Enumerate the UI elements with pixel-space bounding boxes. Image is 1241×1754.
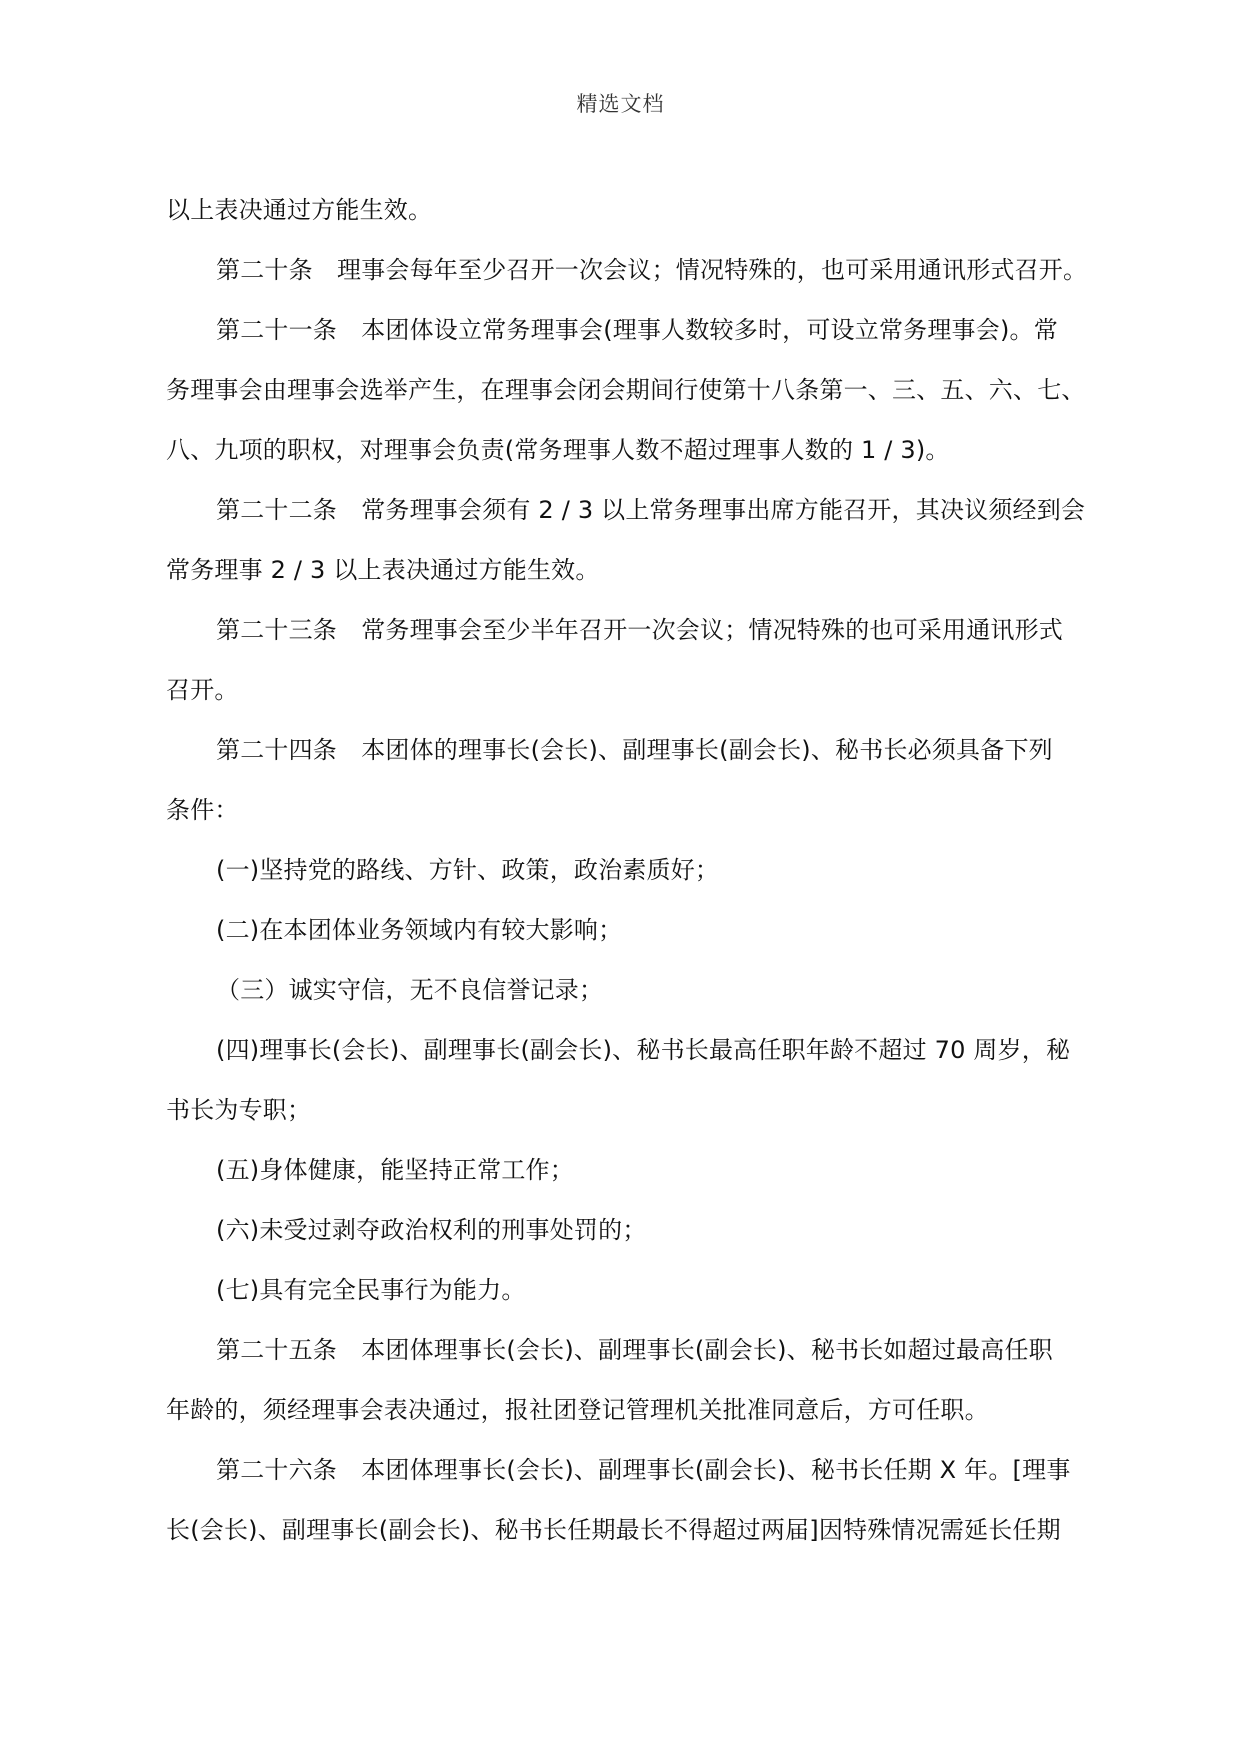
document-body: [166, 180, 1101, 1560]
text-line: 第二十三条 常务理事会至少半年召开一次会议；情况特殊的也可采用通讯形式: [216, 616, 1063, 644]
text-line: （三）诚实守信，无不良信誉记录；: [216, 976, 604, 1004]
text-line: 第二十条 理事会每年至少召开一次会议；情况特殊的，也可采用通讯形式召开。: [216, 256, 1088, 284]
text-line: 长(会长)、副理事长(副会长)、秘书长任期最长不得超过两届]因特殊情况需延长任期: [166, 1516, 1061, 1544]
text-line: 八、九项的职权，对理事会负责(常务理事人数不超过理事人数的 1 / 3)。: [166, 436, 950, 464]
text-line: 第二十二条 常务理事会须有 2 / 3 以上常务理事出席方能召开，其决议须经到会: [216, 496, 1086, 524]
text-line: 务理事会由理事会选举产生，在理事会闭会期间行使第十八条第一、三、五、六、七、: [166, 376, 1086, 404]
text-line: (五)身体健康，能坚持正常工作；: [216, 1156, 574, 1184]
text-line: (二)在本团体业务领域内有较大影响；: [216, 916, 623, 944]
text-line: (七)具有完全民事行为能力。: [216, 1276, 526, 1304]
text-line: 第二十一条 本团体设立常务理事会(理事人数较多时，可设立常务理事会)。常: [216, 316, 1058, 344]
text-line: 年龄的，须经理事会表决通过，报社团登记管理机关批准同意后，方可任职。: [166, 1396, 989, 1424]
text-line: 召开。: [166, 676, 239, 704]
text-line: 书长为专职；: [166, 1096, 312, 1124]
text-line: 以上表决通过方能生效。: [166, 196, 433, 224]
text-line: 第二十五条 本团体理事长(会长)、副理事长(副会长)、秘书长如超过最高任职: [216, 1336, 1053, 1364]
page-header: 精选文档: [576, 92, 665, 116]
text-line: (四)理事长(会长)、副理事长(副会长)、秘书长最高任职年龄不超过 70 周岁，秘: [216, 1036, 1071, 1064]
text-line: 常务理事 2 / 3 以上表决通过方能生效。: [166, 556, 600, 584]
text-line: (一)坚持党的路线、方针、政策，政治素质好；: [216, 856, 720, 884]
text-line: 第二十四条 本团体的理事长(会长)、副理事长(副会长)、秘书长必须具备下列: [216, 736, 1053, 764]
text-line: 条件：: [166, 796, 239, 824]
text-line: 第二十六条 本团体理事长(会长)、副理事长(副会长)、秘书长任期 X 年。[理事: [216, 1456, 1071, 1484]
text-line: (六)未受过剥夺政治权利的刑事处罚的；: [216, 1216, 647, 1244]
